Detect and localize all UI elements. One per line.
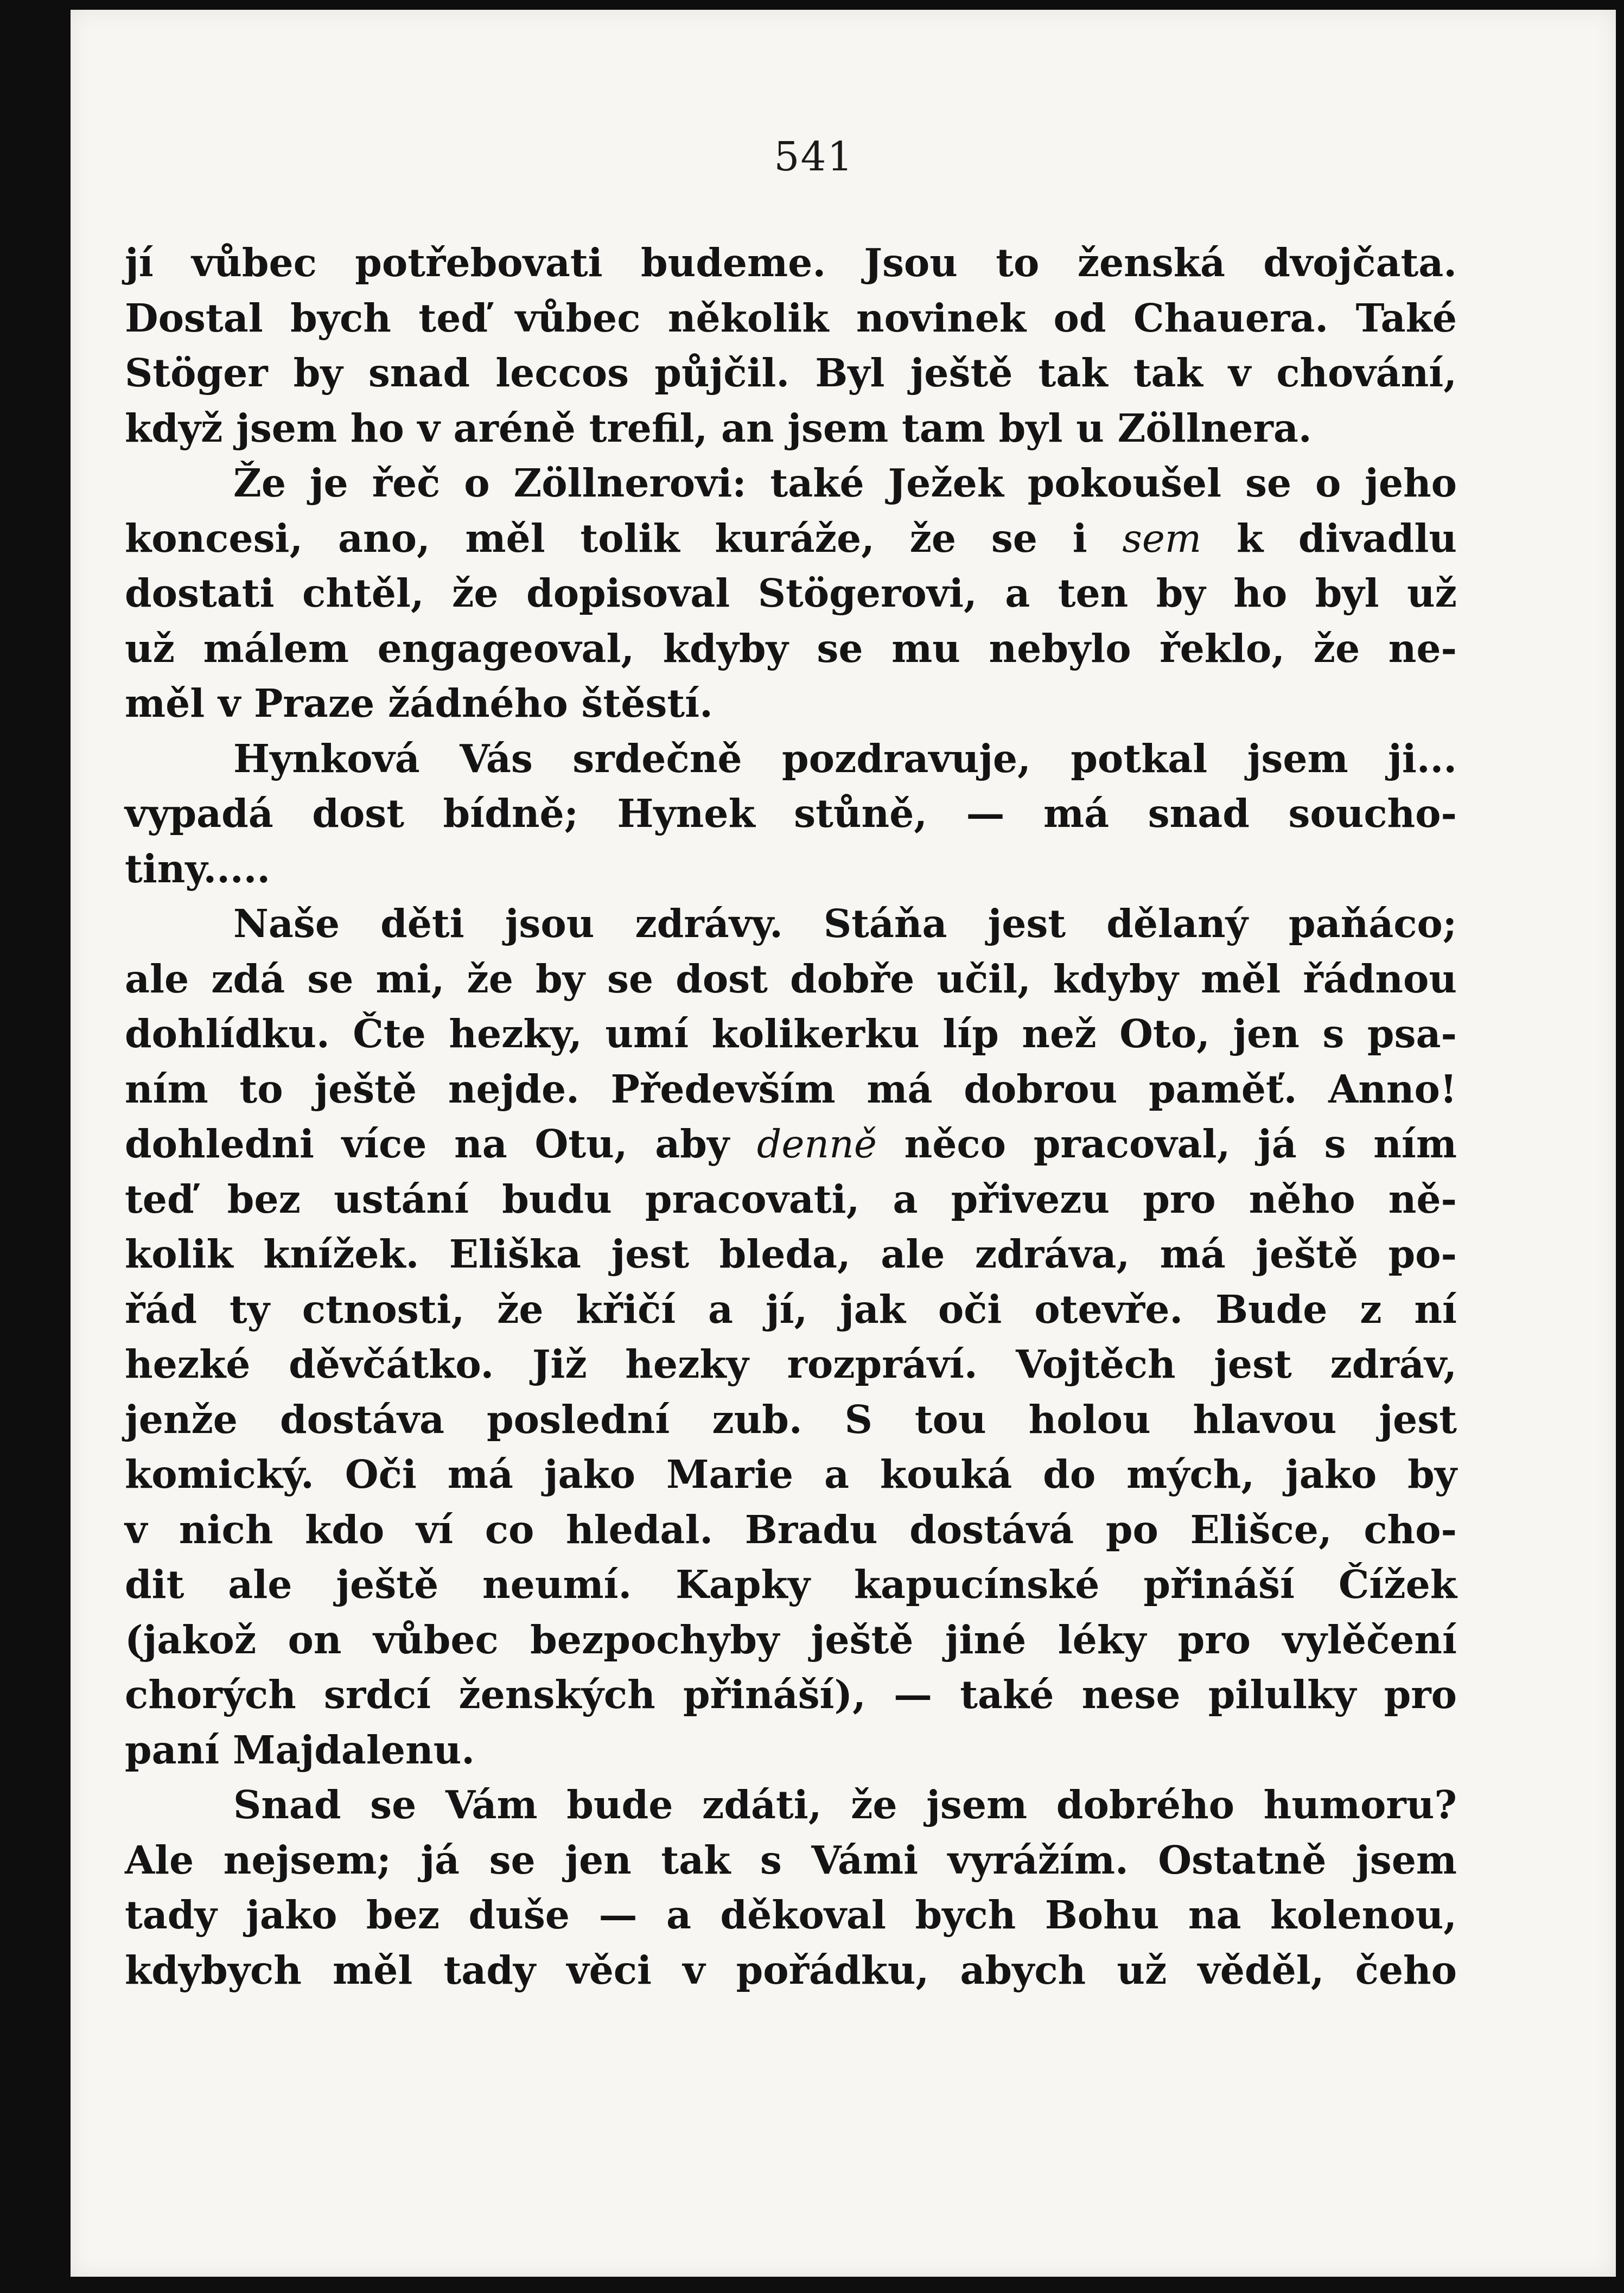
text-line: když jsem ho v aréně trefil, an jsem tam byl u Zöllnera.: [125, 405, 1312, 451]
text-line: měl v Praze žádného štěstí.: [125, 680, 713, 726]
text-line: už málem engageoval, kdyby se mu nebylo řeklo, že ne-: [125, 625, 1457, 671]
text-line: koncesi, ano, měl tolik kuráže, že se i sem k divadlu: [125, 515, 1457, 561]
text-line: jenže dostáva poslední zub. S tou holou hlavou jest: [125, 1396, 1457, 1442]
text-line: Snad se Vám bude zdáti, že jsem dobrého humoru?: [233, 1782, 1457, 1827]
text-line: Dostal bych teď vůbec několik novinek od Chauera. Také: [125, 295, 1457, 341]
text-line: Hynková Vás srdečně pozdravuje, potkal jsem ji...: [233, 735, 1457, 781]
text-line: řád ty ctnosti, že křičí a jí, jak oči otevře. Bude z ní: [125, 1286, 1457, 1332]
paragraph: [125, 731, 1457, 897]
paragraph: [125, 896, 1457, 1778]
text-line: chorých srdcí ženských přináší), — také nese pilulky pro: [125, 1672, 1457, 1717]
text-line: dit ale ještě neumí. Kapky kapucínské přináší Čížek: [125, 1562, 1457, 1607]
text-line: Stöger by snad leccos půjčil. Byl ještě tak tak v chování,: [125, 350, 1457, 396]
text-line: ním to ještě nejde. Především má dobrou paměť. Anno!: [125, 1066, 1457, 1112]
text-line: paní Majdalenu.: [125, 1727, 475, 1773]
text-line: vypadá dost bídně; Hynek stůně, — má snad soucho-: [125, 791, 1457, 836]
paragraph: [125, 456, 1457, 731]
page-text: [125, 235, 1457, 1998]
book-page: [71, 10, 1616, 2277]
text-line: hezké děvčátko. Již hezky rozpráví. Vojtěch jest zdráv,: [125, 1341, 1457, 1387]
text-line: ale zdá se mi, že by se dost dobře učil, kdyby měl řádnou: [125, 956, 1457, 1002]
paragraph: [125, 1778, 1457, 1998]
text-line: tiny.....: [125, 845, 271, 891]
text-line: komický. Oči má jako Marie a kouká do mých, jako by: [125, 1451, 1457, 1497]
text-line: dohlídku. Čte hezky, umí kolikerku líp než Oto, jen s psa-: [125, 1011, 1457, 1056]
text-line: kolik knížek. Eliška jest bleda, ale zdráva, má ještě po-: [125, 1231, 1457, 1277]
text-line: Naše děti jsou zdrávy. Stáňa jest dělaný paňáco;: [233, 901, 1457, 946]
text-line: Ale nejsem; já se jen tak s Vámi vyrážím. Ostatně jsem: [125, 1837, 1457, 1883]
paragraph: [125, 235, 1457, 456]
text-line: (jakož on vůbec bezpochyby ještě jiné léky pro vylěčení: [125, 1616, 1457, 1663]
text-line: kdybych měl tady věci v pořádku, abych už věděl, čeho: [125, 1947, 1457, 1993]
text-line: dostati chtěl, že dopisoval Stögerovi, a ten by ho byl už: [125, 570, 1457, 616]
text-line: tady jako bez duše — a děkoval bych Bohu na kolenou,: [125, 1892, 1457, 1938]
text-line: jí vůbec potřebovati budeme. Jsou to ženská dvojčata.: [125, 240, 1457, 285]
text-line: teď bez ustání budu pracovati, a přivezu pro něho ně-: [125, 1176, 1457, 1222]
text-line: v nich kdo ví co hledal. Bradu dostává po Elišce, cho-: [125, 1506, 1457, 1552]
page-number: 541: [774, 133, 854, 180]
text-line: dohledni více na Otu, aby denně něco pracoval, já s ním: [125, 1121, 1457, 1167]
text-line: Že je řeč o Zöllnerovi: také Ježek pokoušel se o jeho: [233, 460, 1457, 506]
